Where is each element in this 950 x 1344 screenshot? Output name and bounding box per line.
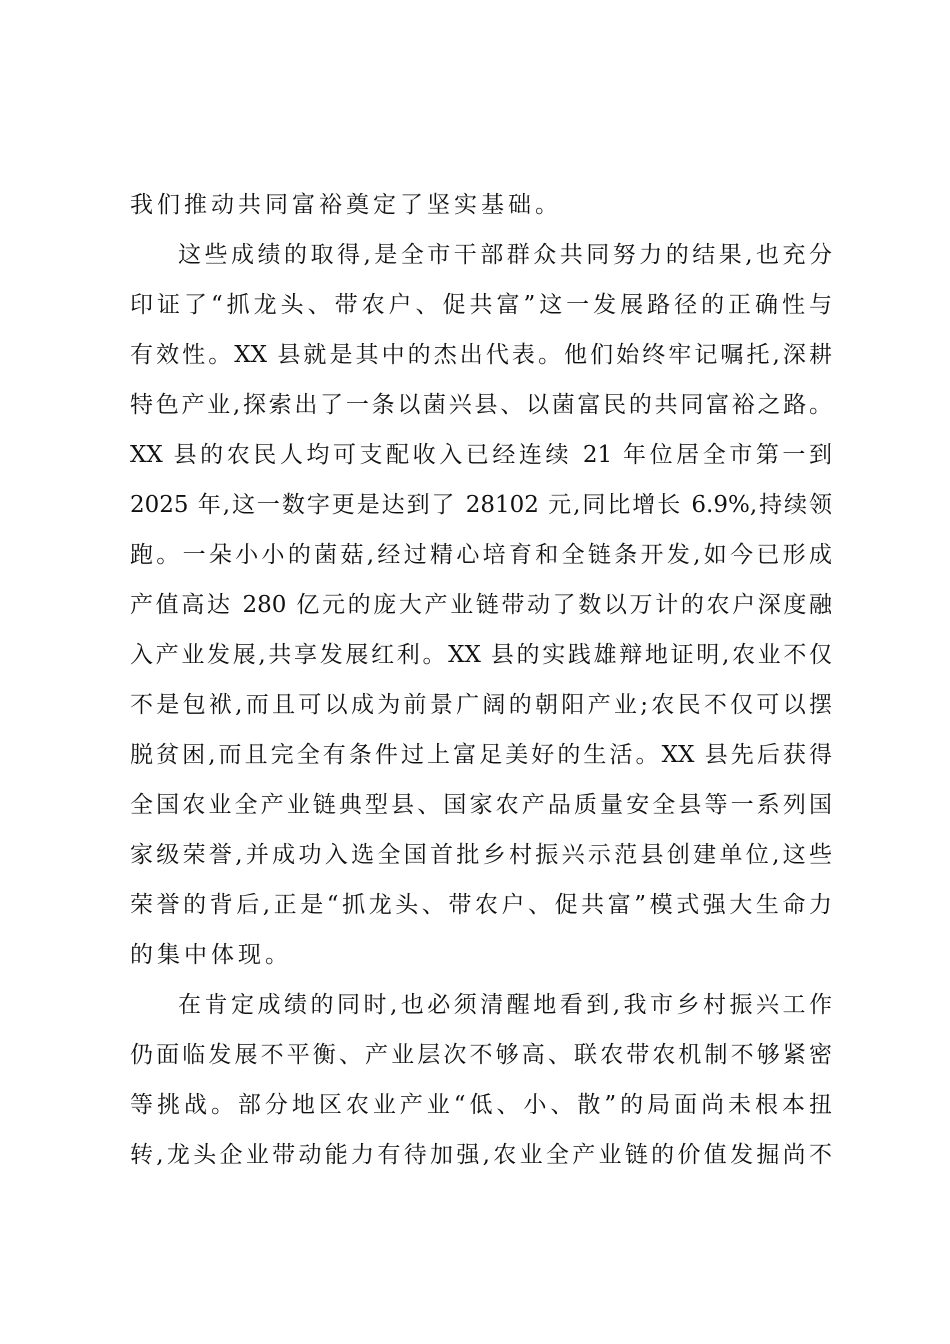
text-line: 我们推动共同富裕奠定了坚实基础。	[130, 192, 562, 218]
text-line: 不是包袱,而且可以成为前景广阔的朝阳产业;农民不仅可以摆	[130, 692, 832, 718]
document-body	[130, 180, 832, 1180]
text-line: 等挑战。部分地区农业产业“低、小、散”的局面尚未根本扭	[130, 1092, 832, 1118]
text-line: 2025 年,这一数字更是达到了 28102 元,同比增长 6.9%,持续领	[130, 492, 832, 518]
text-line: 转,龙头企业带动能力有待加强,农业全产业链的价值发掘尚不	[130, 1142, 832, 1168]
text-line: 荣誉的背后,正是“抓龙头、带农户、促共富”模式强大生命力	[130, 892, 832, 918]
text-line: 特色产业,探索出了一条以菌兴县、以菌富民的共同富裕之路。	[130, 392, 832, 418]
text-line: 在肯定成绩的同时,也必须清醒地看到,我市乡村振兴工作	[178, 992, 832, 1018]
text-line: 跑。一朵小小的菌菇,经过精心培育和全链条开发,如今已形成	[130, 542, 832, 568]
text-line: 脱贫困,而且完全有条件过上富足美好的生活。XX 县先后获得	[130, 742, 832, 768]
paragraph-2	[130, 230, 832, 980]
text-line: 全国农业全产业链典型县、国家农产品质量安全县等一系列国	[130, 792, 832, 818]
text-line: 的集中体现。	[130, 942, 292, 968]
text-line: 产值高达 280 亿元的庞大产业链带动了数以万计的农户深度融	[130, 592, 832, 618]
text-line: XX 县的农民人均可支配收入已经连续 21 年位居全市第一到	[130, 442, 832, 468]
text-line: 印证了“抓龙头、带农户、促共富”这一发展路径的正确性与	[130, 292, 832, 318]
paragraph-1	[130, 180, 832, 230]
paragraph-3	[130, 980, 832, 1180]
text-line: 有效性。XX 县就是其中的杰出代表。他们始终牢记嘱托,深耕	[130, 342, 832, 368]
text-line: 家级荣誉,并成功入选全国首批乡村振兴示范县创建单位,这些	[130, 842, 832, 868]
text-line: 入产业发展,共享发展红利。XX 县的实践雄辩地证明,农业不仅	[130, 642, 832, 668]
text-line: 仍面临发展不平衡、产业层次不够高、联农带农机制不够紧密	[130, 1042, 832, 1068]
text-line: 这些成绩的取得,是全市干部群众共同努力的结果,也充分	[178, 242, 832, 268]
